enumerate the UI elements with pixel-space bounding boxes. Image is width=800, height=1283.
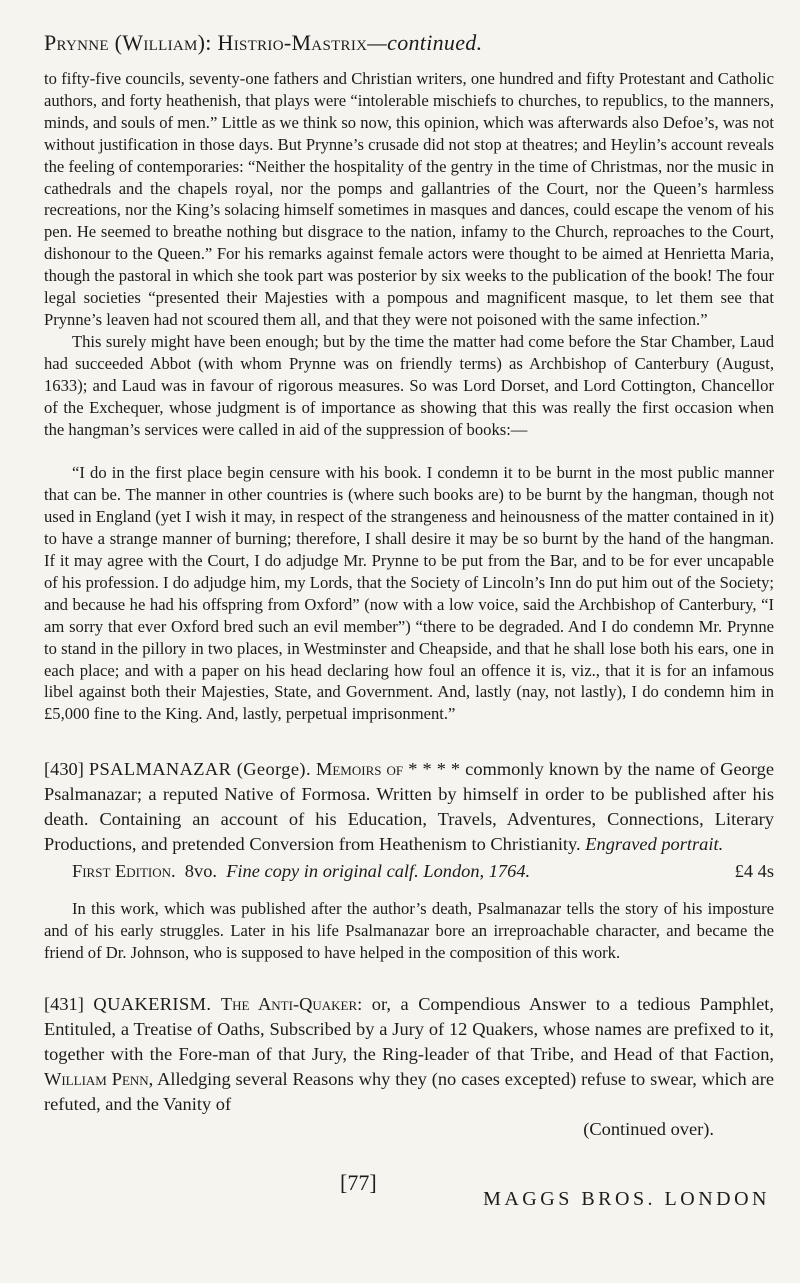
entry-note: Engraved portrait. bbox=[585, 834, 724, 855]
paragraph-2: This surely might have been enough; but by the time the matter had come before the Star Chamber, Laud had succeeded Abbot (with whom Prynne was on friendly terms) as Archbishop of Canterbury (August, 1633); and Laud was in favour of rigorous measures. So was Lord Dorset, and Lord Cottington, Chancellor of the Exchequer, whose judgment is of importance as showing that this was really the first occasion when the hangman’s services were called in aid of the suppression of books:— bbox=[44, 331, 774, 439]
edition-description: Fine copy in original calf. London, 1764. bbox=[226, 861, 531, 882]
catalogue-entry-430 bbox=[44, 757, 774, 857]
entry-title-smallcaps: The Anti-Quaker: bbox=[220, 994, 363, 1014]
header-author: Prynne (William): bbox=[44, 30, 212, 55]
paragraph-1: to fifty-five councils, seventy-one fathers and Christian writers, one hundred and fifty Protestant and Catholic authors, and forty heathenish, that plays were “intolerable mischiefs to churches, to republics, to the manners, minds, and souls of men.” Little as we think so now, this opinion, which was afterwards also Defoe’s, was not without justification in those days. But Prynne’s crusade did not stop at theatres; and Heylin’s account reveals the feeling of contemporaries: “Neither the hospitality of the gentry in the time of Christmas, nor the music in cathedrals and the chapels royal, nor the pomps and gallantries of the Court, nor the Queen’s harmless recreations, nor the King’s solacing himself sometimes in masques and dances, could escape the venom of his pen. He seemed to breathe nothing but disgrace to the nation, infamy to the Church, reproaches to the Court, dishonour to the Queen.” For his remarks against female actors were thought to be aimed at Henrietta Maria, though the pastoral in which she took part was posterior by six weeks to the publication of the book! The four legal societies “presented their Majesties with a pompous and magnificent masque, to let them see that Prynne’s leaven had not scoured them all, and that they were not poisoned with the same infection.” bbox=[44, 69, 774, 329]
header-title: Histrio-Mastrix bbox=[217, 30, 368, 55]
page-number: [77] bbox=[340, 1170, 377, 1195]
edition-price: £4 4s bbox=[734, 861, 774, 882]
entry-heading: QUAKERISM. bbox=[93, 994, 212, 1014]
catalogue-entry-431 bbox=[44, 992, 774, 1117]
entry-edition-line bbox=[44, 859, 774, 884]
entry-person-name: William Penn, bbox=[44, 1069, 154, 1089]
continued-note: (Continued over). bbox=[583, 1119, 714, 1139]
entry-comment: In this work, which was published after the author’s death, Psalmanazar tells the story of his imposture and of his early struggles. Later in his life Psalmanazar bore an irreproachable character, and became the friend of Dr. Johnson, who is supposed to have helped in the composition of this work. bbox=[44, 899, 774, 963]
header-continued: —continued. bbox=[367, 30, 483, 55]
entry-title-text: or, a Compendious Answer to a tedious Pamphlet, Entituled, a Treatise of Oaths, Subscribed by a Jury of 12 Quakers, whose names are prefixed to it, together with the Fore-man of that Jury, the Ring-leader of that Tribe, and Head of that Faction, bbox=[44, 994, 774, 1064]
page-footer bbox=[0, 1170, 800, 1210]
running-header bbox=[44, 30, 774, 56]
edition-format: 8vo. bbox=[184, 861, 217, 882]
entry-title-smallcaps: Memoirs of bbox=[316, 759, 404, 780]
entry-number: [431] bbox=[44, 994, 84, 1014]
entry-title-end: Alledging several Reasons why they (no cases excepted) refuse to swear, which are refuted, and the Vanity of bbox=[44, 1069, 774, 1114]
entry-number: [430] bbox=[44, 759, 84, 780]
entry-title-text: * * * * commonly known by the name of George Psalmanazar; a reputed Native of Formosa. Written by himself in order to be published after his death. Containing an account of his Education, Travels, Adventures, Connections, Literary Productions, and pretended Conversion from Heathenism to Christianity. bbox=[44, 759, 774, 855]
block-quote: “I do in the first place begin censure with his book. I condemn it to be burnt in the most public manner that can be. The manner in other countries is (where such books are) to be burnt by the hangman, though not used in England (yet I wish it may, in respect of the strangeness and heinousness of the matter contained in it) to have a strange manner of burning; therefore, I shall desire it may be so burnt by the hand of the hangman. If it may agree with the Court, I do adjudge Mr. Prynne to be put from the Bar, and to be for ever uncapable of his profession. I do adjudge him, my Lords, that the Society of Lincoln’s Inn do put him out of the Society; and because he had his offspring from Oxford” (now with a low voice, said the Archbishop of Canterbury, “I am sorry that ever Oxford bred such an evil member”) “there to be degraded. And I do condemn Mr. Prynne to stand in the pillory in two places, in Westminster and Cheapside, and that he shall lose both his ears, one in each place; and with a paper on his head declaring how foul an offence it is, viz., that it is for an infamous libel against both their Majesties, State, and Government. And, lastly (nay, not lastly), I do condemn him in £5,000 fine to the King. And, lastly, perpetual imprisonment.” bbox=[44, 463, 774, 724]
entry-heading: PSALMANAZAR (George). bbox=[88, 759, 311, 780]
publisher-name: MAGGS BROS. LONDON bbox=[483, 1188, 770, 1210]
edition-label: First Edition. bbox=[72, 861, 176, 882]
